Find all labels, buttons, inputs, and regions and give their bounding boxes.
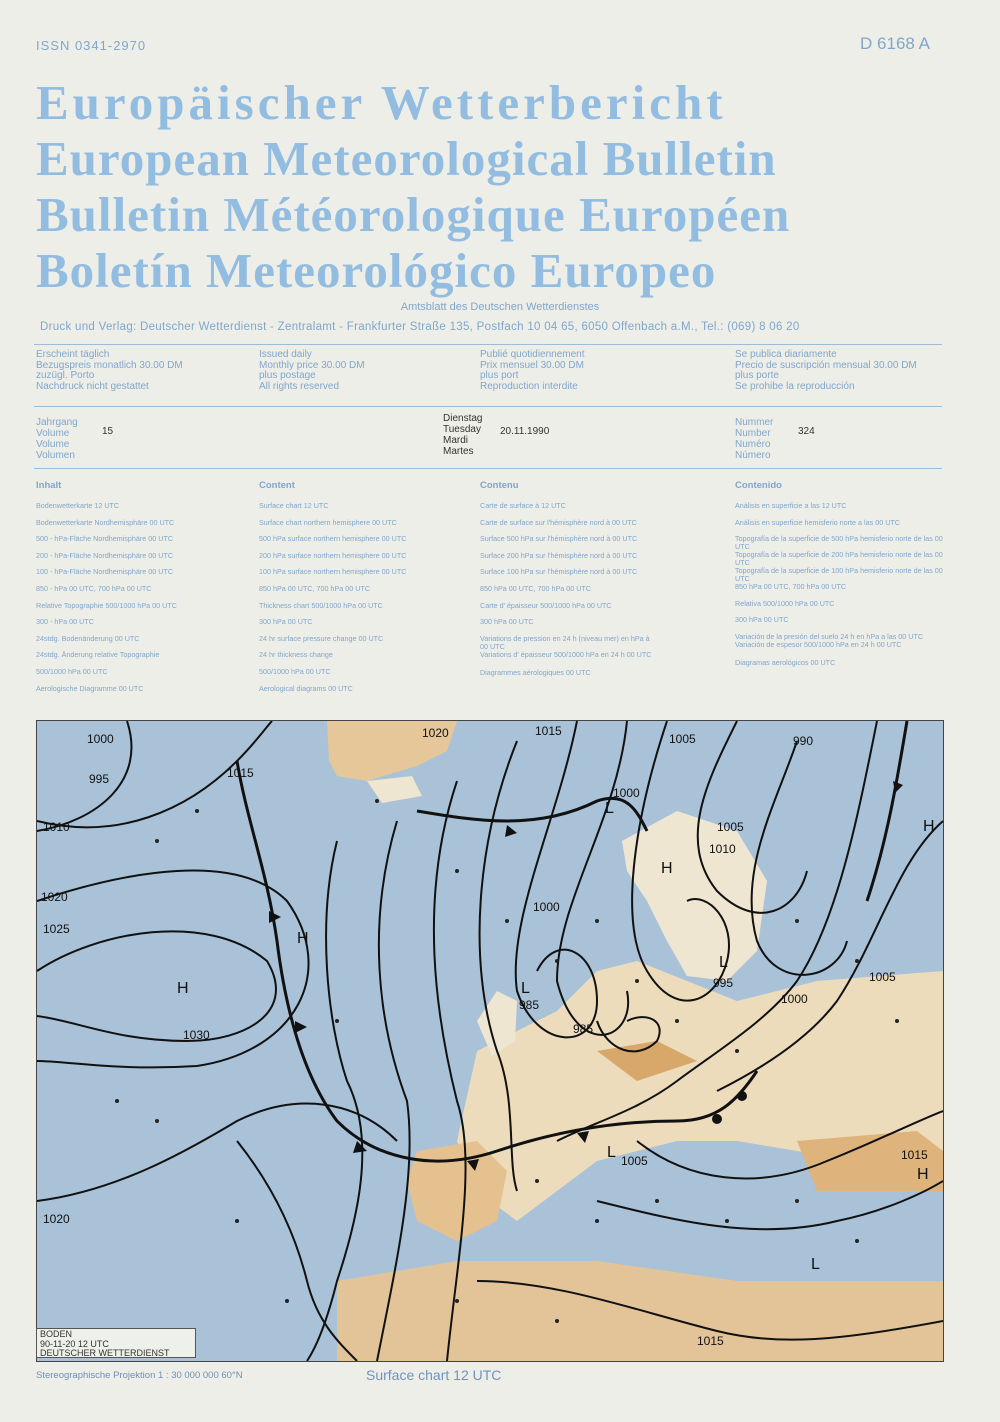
- official-gazette-line: Amtsblatt des Deutschen Wetterdienstes: [400, 301, 600, 313]
- isobar-label: 985: [519, 998, 540, 1012]
- pressure-center-low: L: [811, 1256, 820, 1273]
- list-item: Surface 200 hPa sur l'hémisphère nord à 00 UTC: [480, 550, 638, 560]
- contents-label-french: Contenu: [480, 480, 519, 491]
- front-triangle: [505, 825, 517, 837]
- list-item: 300 hPa 00 UTC: [735, 615, 789, 625]
- scandinavia-land: [622, 811, 767, 981]
- station-dot: [155, 839, 159, 843]
- list-item: 24stdg. Änderung relative Topographie: [36, 650, 160, 660]
- list-item: Variación de la presión del suelo 24 h en hPa a las 00 UTC: [735, 631, 924, 641]
- list-item: 24 hr thickness change: [259, 650, 333, 660]
- list-item: Diagrammes aérologiques 00 UTC: [480, 667, 591, 677]
- station-dot: [635, 979, 639, 983]
- station-dot: [535, 1179, 539, 1183]
- cold-front: [867, 721, 907, 901]
- isobar-label: 1000: [781, 992, 808, 1006]
- contents-list-english: [259, 502, 474, 701]
- isobar-label: 1010: [709, 842, 736, 856]
- issue-number: 324: [798, 426, 815, 437]
- isobar-label: 1020: [41, 890, 68, 904]
- isobar-label: 1015: [227, 766, 254, 780]
- isobar-label: 1000: [613, 786, 640, 800]
- front-triangle: [295, 1021, 307, 1033]
- list-item: 24stdg. Bodenänderung 00 UTC: [36, 633, 140, 643]
- chart-caption: Surface chart 12 UTC: [366, 1367, 502, 1383]
- isobar-label: 1010: [43, 820, 70, 834]
- list-item: Surface chart northern hemisphere 00 UTC: [259, 517, 397, 527]
- station-dot: [895, 1019, 899, 1023]
- station-dot: [555, 1319, 559, 1323]
- isobar-label: 1000: [87, 732, 114, 746]
- list-item: 200 hPa surface northern hemisphere 00 UTC: [259, 550, 407, 560]
- contents-list-german: [36, 502, 251, 701]
- front-semicircle: [712, 1114, 722, 1124]
- pressure-center-high: H: [917, 1166, 929, 1183]
- list-item: 100 - hPa-Fläche Nordhemisphäre 00 UTC: [36, 567, 174, 577]
- contents-label-spanish: Contenido: [735, 480, 782, 491]
- station-dot: [335, 1019, 339, 1023]
- list-item: 24 hr surface pressure change 00 UTC: [259, 633, 384, 643]
- weekday-labels: Dienstag Tuesday Mardi Martes: [443, 413, 483, 457]
- weather-map-drawing: [37, 721, 943, 1361]
- title-english: European Meteorological Bulletin: [36, 131, 777, 186]
- station-dot: [555, 959, 559, 963]
- pressure-center-high: H: [661, 860, 673, 877]
- pressure-center-high: H: [923, 818, 935, 835]
- pressure-center-high: H: [297, 930, 309, 947]
- isobar-label: 1030: [183, 1028, 210, 1042]
- list-item: Surface 100 hPa sur l'hémisphère nord à 00 UTC: [480, 567, 638, 577]
- isobar-label: 1000: [533, 900, 560, 914]
- list-item: Bodenwetterkarte 12 UTC: [36, 501, 120, 510]
- list-item: 500/1000 hPa 00 UTC: [36, 666, 108, 676]
- list-item: Aerological diagrams 00 UTC: [259, 683, 353, 693]
- title-french: Bulletin Météorologique Européen: [36, 187, 791, 242]
- iceland-land: [367, 776, 422, 803]
- divider: [34, 406, 942, 407]
- volume-value: 15: [102, 426, 114, 437]
- list-item: 300 - hPa 00 UTC: [36, 617, 94, 627]
- chart-info-line: DEUTSCHER WETTERDIENST: [40, 1348, 170, 1358]
- list-item: Thickness chart 500/1000 hPa 00 UTC: [259, 600, 383, 610]
- station-dot: [855, 1239, 859, 1243]
- publisher-line: Druck und Verlag: Deutscher Wetterdienst - Zentralamt - Frankfurter Straße 135, Postfach 10 04 65, 6050 Offenbach a.M., Tel.: (069) 8 06 20: [40, 321, 800, 333]
- list-item: Topografía de la superficie de 100 hPa hemisferio norte de las 00 UTC: [735, 566, 943, 584]
- list-item: Surface chart 12 UTC: [259, 501, 329, 510]
- title-spanish: Boletín Meteorológico Europeo: [36, 243, 717, 298]
- station-dot: [595, 1219, 599, 1223]
- issue-date: 20.11.1990: [500, 426, 550, 437]
- list-item: Carte de surface à 12 UTC: [480, 501, 566, 510]
- subscription-spanish: Se publica diariamente Precio de suscripción mensual 30.00 DM plus porte Se prohibe la reproducción: [735, 349, 917, 392]
- list-item: Análisis en superficie a las 12 UTC: [735, 501, 847, 510]
- chart-info-box: [36, 1328, 196, 1358]
- station-dot: [285, 1299, 289, 1303]
- isobar-label: 1020: [43, 1212, 70, 1226]
- list-item: 850 hPa 00 UTC, 700 hPa 00 UTC: [480, 583, 592, 593]
- list-item: Relative Topographie 500/1000 hPa 00 UTC: [36, 600, 177, 610]
- divider: [34, 344, 942, 345]
- isobar: [752, 741, 847, 975]
- chart-info-line: 90-11-20 12 UTC: [40, 1338, 109, 1349]
- pressure-center-low: L: [607, 1144, 616, 1161]
- station-dot: [455, 869, 459, 873]
- list-item: 100 hPa surface northern hemisphere 00 UTC: [259, 567, 407, 577]
- subscription-german: Erscheint täglich Bezugspreis monatlich 30.00 DM zuzügl. Porto Nachdruck nicht gestattet: [36, 349, 183, 392]
- isobar-label: 1015: [535, 724, 562, 738]
- station-dot: [195, 809, 199, 813]
- list-item: 500 - hPa-Fläche Nordhemisphäre 00 UTC: [36, 534, 174, 544]
- isobar-label: 1020: [422, 726, 449, 740]
- contents-label-english: Content: [259, 480, 295, 491]
- isobar-label: 1015: [901, 1148, 928, 1162]
- list-item: Topografía de la superficie de 200 hPa hemisferio norte de las 00 UTC: [735, 550, 943, 568]
- isobar-label: 1005: [869, 970, 896, 984]
- list-item: Carte d' épaisseur 500/1000 hPa 00 UTC: [480, 600, 612, 610]
- publication-code: D 6168 A: [860, 34, 930, 53]
- title-german: Europäischer Wetterbericht: [36, 75, 727, 130]
- list-item: Surface 500 hPa sur l'hémisphère nord à 00 UTC: [480, 534, 638, 544]
- station-dot: [655, 1199, 659, 1203]
- isobar-label: 1005: [669, 732, 696, 746]
- list-item: Topografía de la superficie de 500 hPa hemisferio norte de las 00 UTC: [735, 534, 943, 552]
- station-dot: [795, 919, 799, 923]
- pressure-center-low: L: [521, 980, 530, 997]
- subscription-english: Issued daily Monthly price 30.00 DM plus postage All rights reserved: [259, 349, 365, 392]
- station-dot: [595, 919, 599, 923]
- isobar: [37, 721, 131, 831]
- station-dot: [235, 1219, 239, 1223]
- station-dot: [735, 1049, 739, 1053]
- subscription-french: Publié quotidiennement Prix mensuel 30.00 DM plus port Reproduction interdite: [480, 349, 585, 392]
- list-item: Carte de surface sur l'hémisphère nord à 00 UTC: [480, 517, 637, 527]
- isobar-label: 995: [713, 976, 734, 990]
- isobar-label: 1025: [43, 922, 70, 936]
- station-dot: [375, 799, 379, 803]
- pressure-center-low: L: [605, 800, 614, 817]
- volume-labels: Jahrgang Volume Volume Volumen: [36, 417, 78, 461]
- isobar-label: 990: [793, 734, 814, 748]
- isobar: [37, 931, 276, 1041]
- surface-weather-map: [36, 720, 944, 1362]
- list-item: Análisis en superficie hemisferio norte a las 00 UTC: [735, 517, 900, 527]
- isobar-label: 985: [573, 1022, 594, 1036]
- chart-info-line: BODEN: [40, 1329, 73, 1339]
- isobar-label: 1005: [621, 1154, 648, 1168]
- divider: [34, 468, 942, 469]
- list-item: 500/1000 hPa 00 UTC: [259, 666, 331, 676]
- list-item: 850 - hPa 00 UTC, 700 hPa 00 UTC: [36, 583, 152, 593]
- contents-list-french: [480, 502, 720, 685]
- issn-number: ISSN 0341-2970: [36, 38, 147, 53]
- station-dot: [795, 1199, 799, 1203]
- list-item: 300 hPa 00 UTC: [480, 617, 534, 627]
- list-item: 500 hPa surface northern hemisphere 00 UTC: [259, 534, 407, 544]
- station-dot: [115, 1099, 119, 1103]
- station-dot: [675, 1019, 679, 1023]
- list-item: Variación de espesor 500/1000 hPa en 24 h 00 UTC: [735, 639, 902, 649]
- list-item: Diagramas aerológicos 00 UTC: [735, 657, 836, 667]
- front-semicircle: [737, 1091, 747, 1101]
- list-item: Bodenwetterkarte Nordhemisphäre 00 UTC: [36, 517, 175, 527]
- list-item: 300 hPa 00 UTC: [259, 617, 313, 627]
- station-dot: [455, 1299, 459, 1303]
- list-item: 850 hPa 00 UTC, 700 hPa 00 UTC: [259, 583, 371, 593]
- projection-note: Stereographische Projektion 1 : 30 000 000 60°N: [36, 1370, 243, 1381]
- list-item: 200 - hPa-Fläche Nordhemisphäre 00 UTC: [36, 550, 174, 560]
- iberia-land: [407, 1141, 507, 1241]
- isobar: [37, 1104, 397, 1201]
- pressure-center-low: L: [719, 954, 728, 971]
- station-dot: [855, 959, 859, 963]
- number-labels: Nummer Number Numéro Número: [735, 417, 774, 461]
- isobar-label: 1005: [717, 820, 744, 834]
- station-dot: [725, 1219, 729, 1223]
- list-item: Variations de pression en 24 h (niveau mer) en hPa à 00 UTC: [480, 633, 650, 651]
- station-dot: [505, 919, 509, 923]
- isobar: [37, 871, 309, 1068]
- list-item: Aerologische Diagramme 00 UTC: [36, 683, 144, 693]
- isobar-label: 1015: [697, 1334, 724, 1348]
- list-item: Relativa 500/1000 hPa 00 UTC: [735, 598, 835, 608]
- contents-label-german: Inhalt: [36, 480, 62, 491]
- isobar-label: 995: [89, 772, 110, 786]
- pressure-center-high: H: [177, 980, 189, 997]
- list-item: Variations d' épaisseur 500/1000 hPa en 24 h 00 UTC: [480, 649, 652, 659]
- station-dot: [155, 1119, 159, 1123]
- list-item: 850 hPa 00 UTC, 700 hPa 00 UTC: [735, 582, 847, 592]
- contents-list-spanish: [735, 502, 945, 676]
